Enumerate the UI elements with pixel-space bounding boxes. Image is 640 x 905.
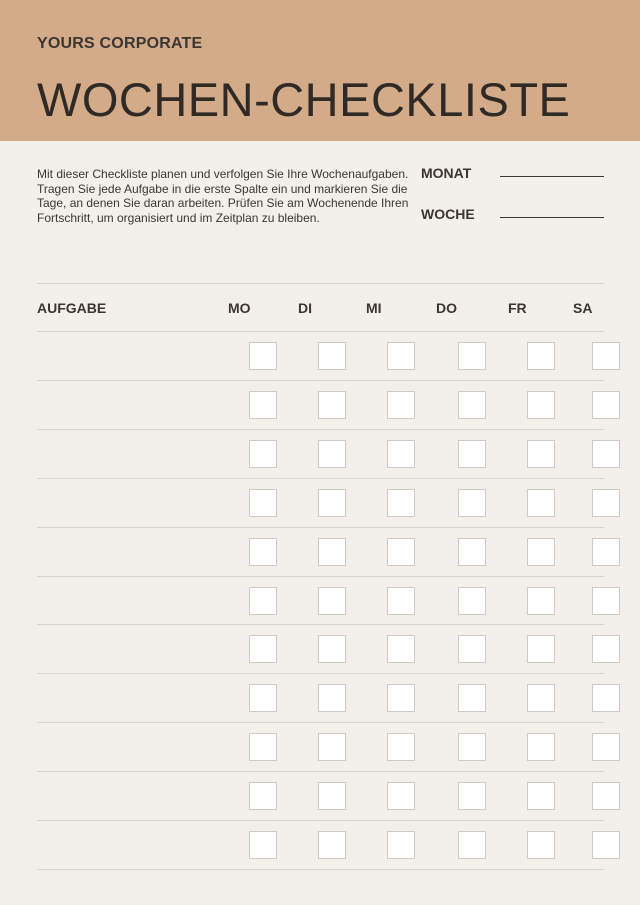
- checkbox-do[interactable]: [458, 635, 486, 663]
- task-field[interactable]: [37, 632, 217, 664]
- checkbox-fr[interactable]: [527, 831, 555, 859]
- checkbox-mo[interactable]: [249, 440, 277, 468]
- row-divider: [37, 527, 604, 528]
- checkbox-mo[interactable]: [249, 538, 277, 566]
- checkbox-fr[interactable]: [527, 782, 555, 810]
- table-top-rule: [37, 283, 604, 284]
- checkbox-fr[interactable]: [527, 587, 555, 615]
- checkbox-sa[interactable]: [592, 782, 620, 810]
- column-header-sa: SA: [573, 300, 593, 316]
- checkbox-di[interactable]: [318, 440, 346, 468]
- task-field[interactable]: [37, 437, 217, 469]
- checkbox-sa[interactable]: [592, 733, 620, 761]
- task-field[interactable]: [37, 388, 217, 420]
- brand-name: YOURS CORPORATE: [37, 35, 203, 52]
- checkbox-di[interactable]: [318, 489, 346, 517]
- checkbox-sa[interactable]: [592, 440, 620, 468]
- checkbox-mo[interactable]: [249, 489, 277, 517]
- row-divider: [37, 478, 604, 479]
- column-header-mo: MO: [228, 300, 251, 316]
- month-input-line[interactable]: [500, 176, 604, 177]
- checkbox-di[interactable]: [318, 733, 346, 761]
- checkbox-do[interactable]: [458, 391, 486, 419]
- column-header-di: DI: [298, 300, 312, 316]
- checkbox-do[interactable]: [458, 440, 486, 468]
- checkbox-mo[interactable]: [249, 831, 277, 859]
- checkbox-fr[interactable]: [527, 440, 555, 468]
- month-label: MONAT: [421, 165, 472, 181]
- checkbox-di[interactable]: [318, 635, 346, 663]
- intro-text: Mit dieser Checkliste planen und verfolgen Sie Ihre Wochenaufgaben. Tragen Sie jede Aufgabe in die erste Spalte ein und markieren Sie die Tage, an denen Sie daran arbeiten. Prüfen Sie am Wochenende Ihren Fortschritt, um organisiert und im Zeitplan zu bleiben.: [37, 167, 409, 225]
- page-title: WOCHEN-CHECKLISTE: [37, 73, 571, 126]
- checkbox-di[interactable]: [318, 587, 346, 615]
- checkbox-mi[interactable]: [387, 831, 415, 859]
- checkbox-mi[interactable]: [387, 489, 415, 517]
- checkbox-mo[interactable]: [249, 342, 277, 370]
- checkbox-di[interactable]: [318, 538, 346, 566]
- row-divider: [37, 624, 604, 625]
- task-field[interactable]: [37, 779, 217, 811]
- checkbox-mi[interactable]: [387, 342, 415, 370]
- header-banner: [0, 0, 640, 141]
- task-field[interactable]: [37, 584, 217, 616]
- checkbox-sa[interactable]: [592, 587, 620, 615]
- row-divider: [37, 331, 604, 332]
- checkbox-do[interactable]: [458, 831, 486, 859]
- row-divider: [37, 380, 604, 381]
- checkbox-do[interactable]: [458, 684, 486, 712]
- checkbox-mo[interactable]: [249, 635, 277, 663]
- row-divider: [37, 771, 604, 772]
- checkbox-di[interactable]: [318, 342, 346, 370]
- checkbox-sa[interactable]: [592, 635, 620, 663]
- checkbox-do[interactable]: [458, 587, 486, 615]
- checkbox-mo[interactable]: [249, 587, 277, 615]
- checkbox-di[interactable]: [318, 782, 346, 810]
- checkbox-mi[interactable]: [387, 782, 415, 810]
- row-divider: [37, 429, 604, 430]
- checkbox-di[interactable]: [318, 684, 346, 712]
- checkbox-mi[interactable]: [387, 391, 415, 419]
- task-field[interactable]: [37, 535, 217, 567]
- column-header-do: DO: [436, 300, 457, 316]
- checkbox-mi[interactable]: [387, 733, 415, 761]
- row-divider: [37, 820, 604, 821]
- checkbox-fr[interactable]: [527, 342, 555, 370]
- column-header-fr: FR: [508, 300, 527, 316]
- checkbox-sa[interactable]: [592, 489, 620, 517]
- week-input-line[interactable]: [500, 217, 604, 218]
- checkbox-mi[interactable]: [387, 684, 415, 712]
- column-header-mi: MI: [366, 300, 382, 316]
- checkbox-mi[interactable]: [387, 587, 415, 615]
- checkbox-sa[interactable]: [592, 684, 620, 712]
- checkbox-mo[interactable]: [249, 733, 277, 761]
- task-field[interactable]: [37, 339, 217, 371]
- row-divider: [37, 869, 604, 870]
- row-divider: [37, 673, 604, 674]
- checkbox-sa[interactable]: [592, 391, 620, 419]
- checkbox-fr[interactable]: [527, 684, 555, 712]
- checkbox-fr[interactable]: [527, 538, 555, 566]
- checkbox-fr[interactable]: [527, 391, 555, 419]
- row-divider: [37, 576, 604, 577]
- checkbox-mo[interactable]: [249, 684, 277, 712]
- checkbox-sa[interactable]: [592, 538, 620, 566]
- checkbox-sa[interactable]: [592, 342, 620, 370]
- checkbox-mi[interactable]: [387, 635, 415, 663]
- task-field[interactable]: [37, 828, 217, 860]
- task-field[interactable]: [37, 486, 217, 518]
- checkbox-do[interactable]: [458, 342, 486, 370]
- checkbox-do[interactable]: [458, 489, 486, 517]
- checkbox-mi[interactable]: [387, 538, 415, 566]
- checkbox-fr[interactable]: [527, 489, 555, 517]
- row-divider: [37, 722, 604, 723]
- checkbox-sa[interactable]: [592, 831, 620, 859]
- checkbox-mo[interactable]: [249, 391, 277, 419]
- task-field[interactable]: [37, 681, 217, 713]
- checkbox-di[interactable]: [318, 391, 346, 419]
- checkbox-mo[interactable]: [249, 782, 277, 810]
- column-header-task: AUFGABE: [37, 300, 107, 316]
- checkbox-fr[interactable]: [527, 733, 555, 761]
- checkbox-fr[interactable]: [527, 635, 555, 663]
- task-field[interactable]: [37, 730, 217, 762]
- checkbox-do[interactable]: [458, 538, 486, 566]
- week-label: WOCHE: [421, 206, 475, 222]
- checkbox-di[interactable]: [318, 831, 346, 859]
- checkbox-mi[interactable]: [387, 440, 415, 468]
- checkbox-do[interactable]: [458, 733, 486, 761]
- checkbox-do[interactable]: [458, 782, 486, 810]
